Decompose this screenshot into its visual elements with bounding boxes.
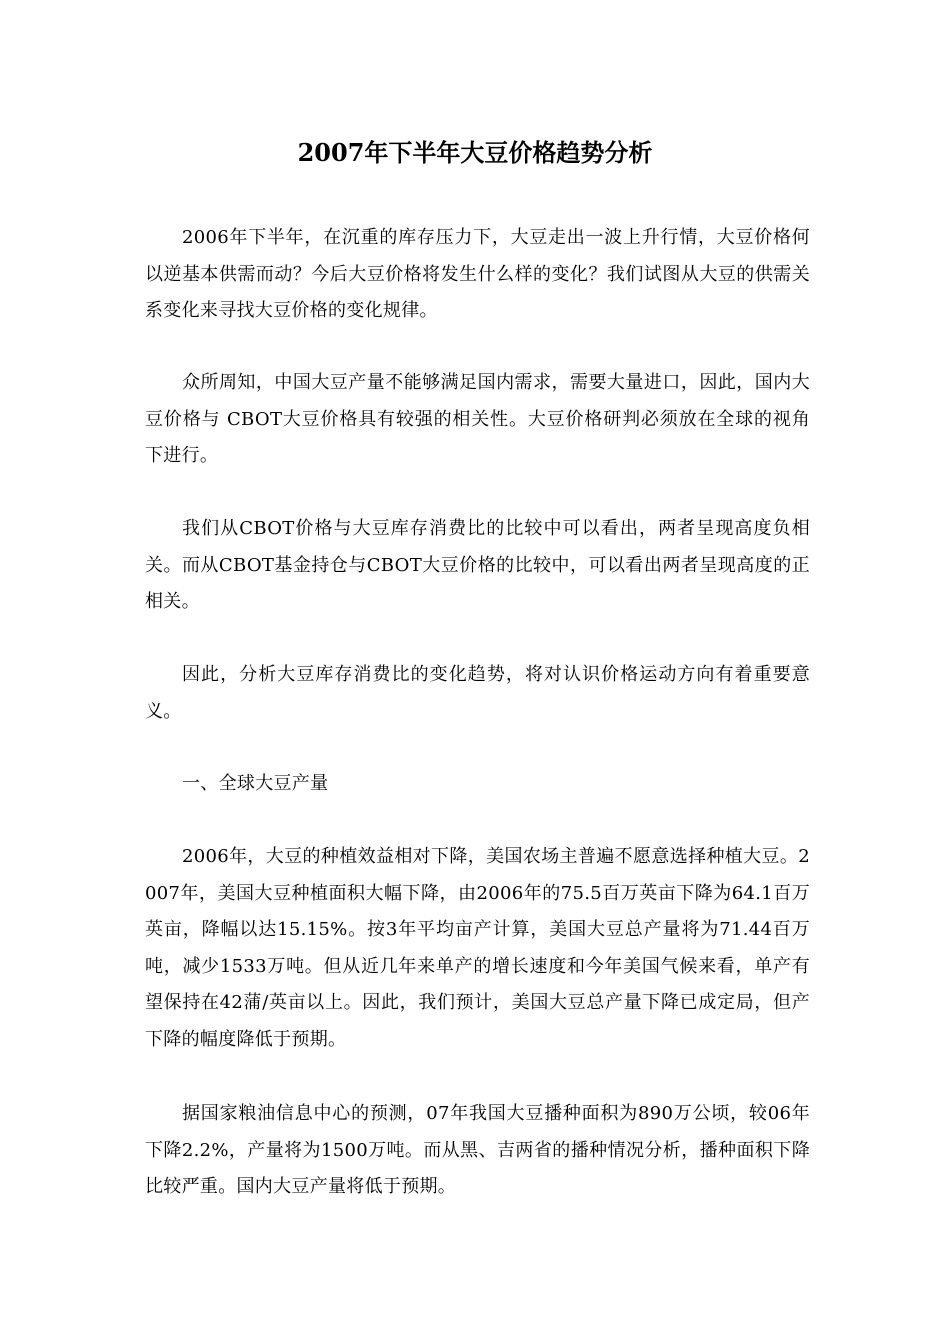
paragraph-inventory-ratio: 我们从CBOT价格与大豆库存消费比的比较中可以看出，两者呈现高度负相关。而从CBOT基金持仓与CBOT大豆价格的比较中，可以看出两者呈现高度的正相关。 [145,518,810,612]
paragraph-analysis-significance: 因此，分析大豆库存消费比的变化趋势，将对认识价格运动方向有着重要意义。 [145,664,810,722]
section-heading-global-production: 一、全球大豆产量 [182,773,329,794]
paragraph-intro: 2006年下半年，在沉重的库存压力下，大豆走出一波上升行情，大豆价格何以逆基本供需而动？今后大豆价格将发生什么样的变化？我们试图从大豆的供需关系变化来寻找大豆价格的变化规律。 [145,227,810,321]
paragraph-china-production: 据国家粮油信息中心的预测，07年我国大豆播种面积为890万公顷，较06年下降2.2%，产量将为1500万吨。而从黑、吉两省的播种情况分析，播种面积下降比较严重。国内大豆产量将低于预期。 [145,1103,810,1197]
document-title: 2007年下半年大豆价格趋势分析 [297,138,653,167]
paragraph-us-production: 2006年，大豆的种植效益相对下降，美国农场主普遍不愿意选择种植大豆。2007年，美国大豆种植面积大幅下降，由2006年的75.5百万英亩下降为64.1百万英亩，降幅以达15.15%。按3年平均亩产计算，美国大豆总产量将为71.44百万吨，减少1533万吨。但从近几年来单产的增长速度和今年美国气候来看，单产有望保持在42蒲/英亩以上。因此，我们预计，美国大豆总产量下降已成定局，但产下降的幅度降低于预期。 [145,846,810,1050]
paragraph-cbot-correlation: 众所周知，中国大豆产量不能够满足国内需求，需要大量进口，因此，国内大豆价格与 CBOT大豆价格具有较强的相关性。大豆价格研判必须放在全球的视角下进行。 [145,372,810,466]
